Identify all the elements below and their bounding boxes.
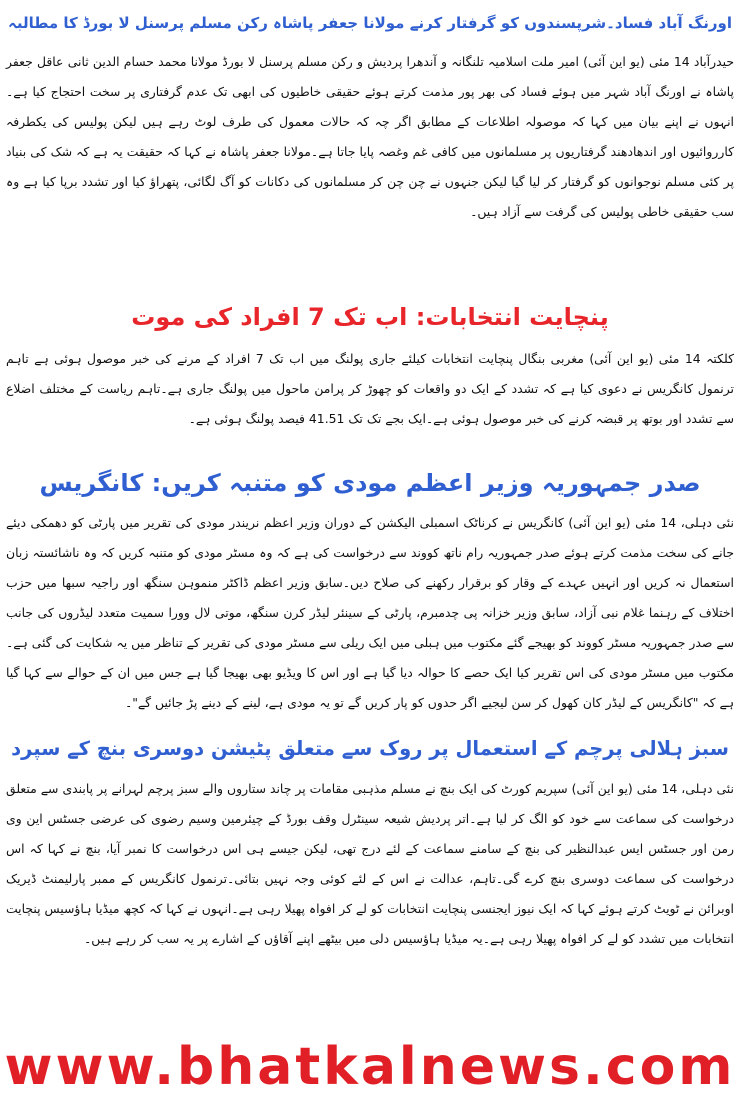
story-headline: پنچایت انتخابات: اب تک 7 افراد کی موت [131,303,609,331]
story-body: حیدرآباد 14 مئی (یو این آئی) امیر ملت اسلامیہ تلنگانہ و آندھرا پردیش و رکن مسلم پرسنل لا بورڈ مولانا محمد حسام الدین ثانی عاقل جعفر پاشاہ نے اورنگ آباد شہر میں ہوئے فساد کی بھر پور مذمت کرتے ہوئے حقیقی خاطیوں کی ابھی تک عدم گرفتاری پر سخت احتجاج کیا ہے۔انہوں نے اپنے بیان میں کہا کہ موصولہ اطلاعات کے مطابق اگر چہ کہ حالات معمول کی طرف لوٹ رہے ہیں لیکن پولیس کی یکطرفہ کارروائیوں اور اندھادھند گرفتاریوں پر مسلمانوں میں کافی غم وغصہ پایا جاتا ہے۔مولانا جعفر پاشاہ نے کہا کہ حقیقت یہ ہے کہ شک کی بنیاد پر کئی مسلم نوجوانوں کو گرفتار کر لیا گیا لیکن جنہوں نے چن چن کر مسلمانوں کی دکانات کو آگ لگائی، پتھراؤ کیا اور تشدد برپا کیا ہے وہ سب حقیقی خاطی پولیس کی گرفت سے آزاد ہیں۔ [6,54,734,219]
story-body: کلکتہ 14 مئی (یو این آئی) مغربی بنگال پنچایت انتخابات کیلئے جاری پولنگ میں اب تک 7 افراد کے مرنے کی خبر موصول ہوئی ہے تاہم ترنمول کانگریس نے دعوی کیا ہے کہ تشدد کے ایک دو واقعات کو چھوڑ کر پرامن ماحول میں پولنگ جاری ہے۔تاہم ریاست کے مختلف اضلاع سے تشدد اور بوتھ پر قبضہ کرنے کی خبر موصول ہوئی ہے۔ایک بجے تک تک 41.51 فیصد پولنگ ہوئی ہے۔ [6,351,734,426]
story-headline: صدر جمہوریہ وزیر اعظم مودی کو متنبہ کریں: کانگریس [39,469,701,497]
story-headline: اورنگ آباد فساد۔شرپسندوں کو گرفتار کرنے مولانا جعفر پاشاہ رکن مسلم پرسنل لا بورڈ کا مطالبہ [8,14,732,32]
story-body: نئی دہلی، 14 مئی (یو این آئی) کانگریس نے کرناٹک اسمبلی الیکشن کے دوران وزیر اعظم نریندر مودی کی تقریر میں پارٹی کو دھمکی دیئے جانے کی سخت مذمت کرتے ہوئے صدر جمہوریہ رام ناتھ کووند سے درخواست کی ہے کہ وہ مسٹر مودی کو متنبہ کریں کہ وہ ناشائستہ زبان استعمال نہ کریں اور انہیں عہدے کے وقار کو برقرار رکھنے کی صلاح دیں۔سابق وزیر اعظم ڈاکٹر منموہن سنگھ اور راجیہ سبھا میں حزب اختلاف کے رہنما غلام نبی آزاد، سابق وزیر خزانہ پی چدمبرم، پارٹی کے سینئر لیڈر کرن سنگھ، موتی لال وورا سمیت متعدد لیڈروں کی جانب سے صدر جمہوریہ مسٹر کووند کو بھیجے گئے مکتوب میں ہبلی میں ایک ریلی سے مسٹر مودی کی تقریر کے تناظر میں یہ شکایت کی گئی ہے۔مکتوب میں مسٹر مودی کی اس تقریر کیا ایک حصے کا حوالہ دیا گیا ہے اور اس کا ویڈیو بھی بھیجا گیا ہے جس میں ان کے حوالے سے کہا گیا ہے کہ "کانگریس کے لیڈر کان کھول کر سن لیجیے اگر حدوں کو پار کریں گے تو یہ مودی ہے، لینے کے دینے پڑ جائیں گے"۔ [6,515,734,710]
website-url: www.bhatkalnews.com [4,1037,736,1097]
story-body: نئی دہلی، 14 مئی (یو این آئی) سپریم کورٹ کی ایک بنچ نے مسلم مذہبی مقامات پر چاند ستاروں والے سبز پرچم لہرانے پر پابندی سے متعلق درخواست کی سماعت سے خود کو الگ کر لیا ہے۔اتر پردیش شیعہ سینٹرل وقف بورڈ کے چیئرمین وسیم رضوی کی عرضی جسٹس این وی رمن اور جسٹس ایس عبدالنظیر کی بنچ کے سامنے سماعت کے لئے درج تھی، لیکن جیسے ہی اس درخواست کا نمبر آیا، بنچ نے کہا کہ اس درخواست کی سماعت دوسری بنچ کرے گی۔تاہم، عدالت نے اس کے لئے کوئی وجہ نہیں بتائی۔ترنمول کانگریس کے ممبر پارلیمنٹ ڈیریک اوبرائن نے ٹویٹ کرتے ہوئے کہا کہ ایک نیوز ایجنسی پنچایت انتخابات کو لے کر افواہ پھیلا رہی ہے۔انہوں نے کہا کہ کچھ میڈیا ہاؤسیس پنچایت انتخابات میں تشدد کو لے کر افواہ پھیلا رہی ہے۔یہ میڈیا ہاؤسیس دلی میں بیٹھے اپنے آقاؤں کے اشارے پر یہ سب کر رہے ہیں۔ [6,781,734,946]
news-story-green-flag-petition [6,728,734,954]
news-story-aurangabad-riots [6,0,734,227]
news-story-panchayat-elections [6,296,734,434]
news-story-congress-president [6,462,734,718]
story-headline: سبز ہلالی پرچم کے استعمال پر روک سے متعلق پٹیشن دوسری بنچ کے سپرد [11,737,729,760]
